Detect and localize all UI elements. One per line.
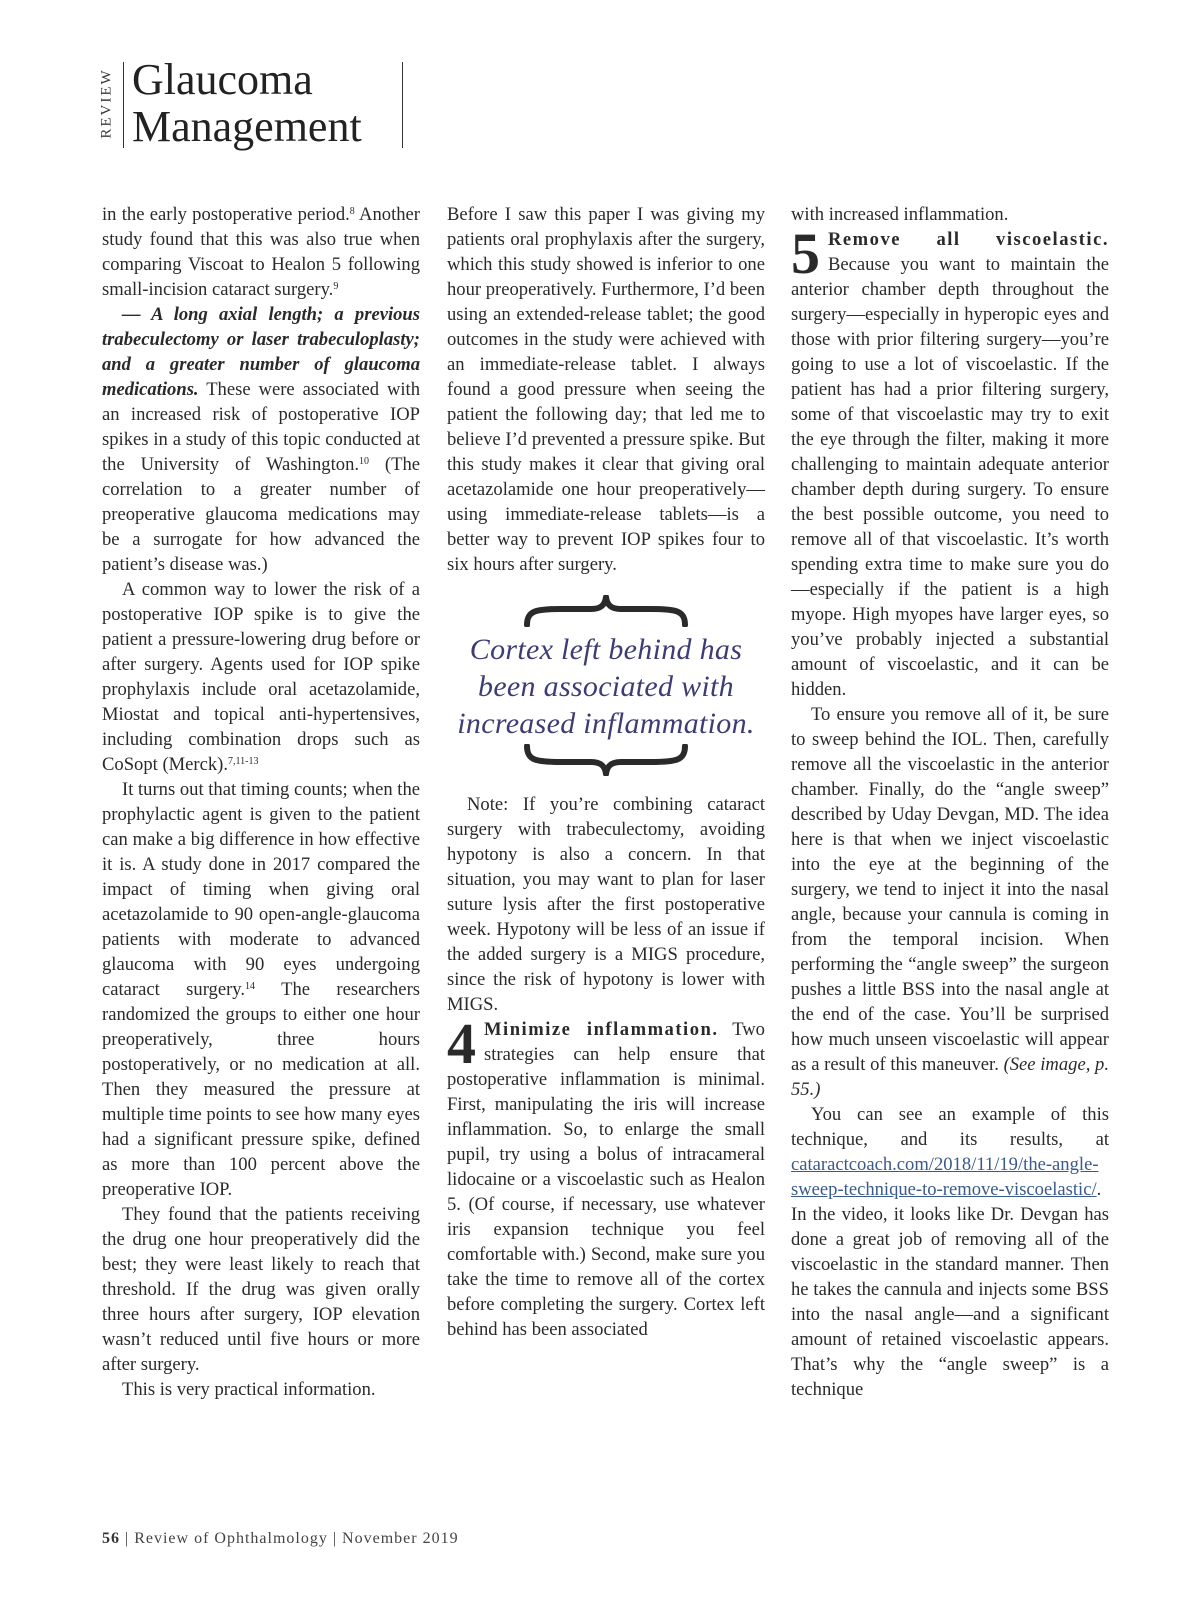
risk-factor-heading: — A long axial length; a previous trabeculectomy or laser trabeculoplasty; and a greater number of glaucoma medications. (102, 304, 420, 400)
paragraph: This is very practical information. (122, 1379, 376, 1400)
text-run: The researchers randomized the groups to either one hour preoperatively, three hours postoperatively, or no medication at all. Then they measured the pressure at multiple time points to see how many eyes had a significant pressure spike, defined as more than 100 percent above the preoperative IOP. (102, 979, 420, 1200)
text-run: To ensure you remove all of it, be sure to sweep behind the IOL. Then, carefully remove all the viscoelastic in the anterior chamber. Finally, do the “angle sweep” described by Uday Devgan, MD. The idea here is that when we inject viscoelastic into the eye at the beginning of the surgery, we tend to inject it into the nasal angle, because your cannula is coming in from the temporal incision. When performing the “angle sweep” the surgeon pushes a little BSS into the nasal angle at the end of the case. You’ll be surprised how much unseen viscoelastic will appear as a result of this maneuver. (791, 704, 1109, 1075)
text-run: A common way to lower the risk of a postoperative IOP spike is to give the patient a pressure-lowering drug before or after surgery. Agents used for IOP spike prophylaxis include oral acetazolamide, Miostat and topical anti-hypertensives, including combination drops such as CoSopt (Merck). (102, 579, 420, 775)
department-title (132, 56, 362, 150)
reference-mark: 8 (349, 206, 355, 217)
video-link[interactable]: cataractcoach.com/2018/11/19/the-angle-sweep-technique-to-remove-viscoelastic/ (791, 1154, 1099, 1200)
text-run: (The correlation to a greater number of preoperative glaucoma medications may be a surrogate for how advanced the patient’s disease was.) (102, 454, 420, 575)
reference-mark: 9 (333, 281, 339, 292)
article-column-3 (791, 202, 1109, 1402)
department-title-line1: Glaucoma (132, 55, 313, 104)
paragraph (791, 702, 1109, 1102)
paragraph: Note: If you’re combining cataract surgery with trabeculectomy, avoiding hypotony is also a concern. In that situation, you may want to plan for laser suture lysis after the first postoperative week. Hypotony will be less of an issue if the added surgery is a MIGS procedure, since the risk of hypotony is lower with MIGS. (447, 794, 765, 1015)
section-number: 4 (447, 1011, 476, 1076)
page-footer (102, 1530, 459, 1548)
curly-brace-top-icon (521, 595, 691, 627)
text-run: in the early postoperative period. (102, 204, 350, 225)
paragraph (102, 777, 420, 1202)
section-tag (96, 58, 118, 148)
header-divider-right (402, 62, 403, 148)
article-column-1 (102, 202, 420, 1402)
section-4 (447, 1011, 765, 1342)
section-tag-text: REVIEW (98, 67, 115, 139)
section-number: 5 (791, 221, 820, 286)
paragraph: They found that the patients receiving the drug one hour preoperatively did the best; they were least likely to reach that threshold. If the drug was given orally three hours after surgery, IOP elevation wasn’t reduced until five hours or more after surgery. (102, 1204, 420, 1375)
footer-publication: | Review of Ophthalmology | November 2019 (120, 1530, 459, 1547)
section-5 (791, 221, 1109, 702)
reference-mark: 7,11-13 (228, 756, 259, 767)
reference-mark: 10 (359, 456, 370, 467)
paragraph (102, 302, 420, 577)
text-run: Because you want to maintain the anterior chamber depth throughout the surgery—especially in hyperopic eyes and those with prior filtering surgery—you’re going to use a lot of viscoelastic. If the patient has had a prior filtering surgery, some of that viscoelastic may try to exit the eye through the filter, making it more challenging to maintain adequate anterior chamber depth during surgery. To ensure the best possible outcome, you need to remove all of that viscoelastic. It’s worth spending extra time to make sure you do—especially if the patient is a high myope. High myopes have larger eyes, so you’ve probably injected a substantial amount of viscoelastic, and it can be hidden. (791, 254, 1109, 700)
text-run: You can see an example of this technique, and its results, at (791, 1104, 1109, 1150)
reference-mark: 14 (245, 981, 256, 992)
text-run: It turns out that timing counts; when the prophylactic agent is given to the patient can make a big difference in how effective it is. A study done in 2017 compared the impact of timing when giving oral acetazolamide to 90 open-angle-glaucoma patients with moderate to advanced glaucoma with 90 eyes undergoing cataract surgery. (102, 779, 420, 1000)
text-run: Two strategies can help ensure that postoperative inflammation is minimal. First, manipulating the iris will increase inflammation. So, to enlarge the small pupil, try using a bolus of intracameral lidocaine or a viscoelastic such as Healon 5. (Of course, if necessary, use whatever iris expansion technique you feel comfortable with.) Second, make sure you take the time to remove all of the cortex before completing the surgery. Cortex left behind has been associated (447, 1019, 765, 1340)
article-column-2 (447, 202, 765, 1342)
header-divider-left (123, 62, 124, 148)
paragraph (102, 577, 420, 777)
pull-quote (447, 595, 765, 776)
image-reference: (See image, p. 55.) (791, 1054, 1109, 1100)
page-number: 56 (102, 1530, 120, 1547)
section-title: Minimize inflammation. (484, 1019, 719, 1040)
department-title-line2: Management (132, 102, 362, 151)
paragraph: Before I saw this paper I was giving my patients oral prophylaxis after the surgery, which this study showed is inferior to one hour preoperatively. Furthermore, I’d been using an extended-release tablet; the good outcomes in the study were achieved with an immediate-release tablet. I always found a good pressure when seeing the patient the following day; that led me to believe I’d prevented a pressure spike. But this study makes it clear that giving oral acetazolamide one hour preoperatively—using immediate-release tablets—is a better way to prevent IOP spikes four to six hours after surgery. (447, 204, 765, 575)
section-title: Remove all viscoelastic. (828, 229, 1109, 250)
text-run: . In the video, it looks like Dr. Devgan has done a great job of removing all of the viscoelastic in the standard manner. Then he takes the cannula and injects some BSS into the nasal angle—and a significant amount of retained viscoelastic appears. That’s why the “angle sweep” is a technique (791, 1179, 1109, 1400)
pull-quote-text: Cortex left behind has been associated with increased inflammation. (457, 633, 755, 740)
text-run: Another study found that this was also true when comparing Viscoat to Healon 5 following small-incision cataract surgery. (102, 204, 420, 300)
paragraph (102, 202, 420, 302)
paragraph (791, 1102, 1109, 1402)
text-run: These were associated with an increased risk of postoperative IOP spikes in a study of this topic conducted at the University of Washington. (102, 379, 420, 475)
curly-brace-bottom-icon (521, 744, 691, 776)
paragraph: with increased inflammation. (791, 204, 1009, 225)
